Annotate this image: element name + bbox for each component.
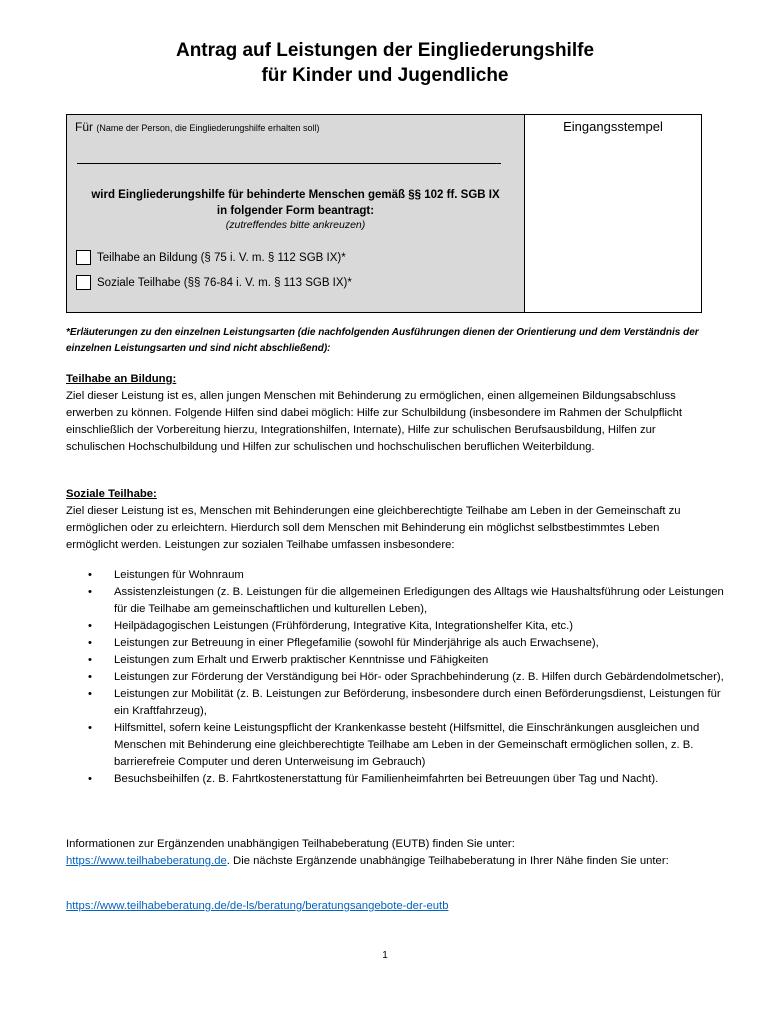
bullet-icon: • <box>88 569 92 581</box>
checkbox-sozial[interactable] <box>76 275 91 290</box>
stamp-panel <box>525 115 701 312</box>
option-sozial-label: Soziale Teilhabe (§§ 76-84 i. V. m. § 113 SGB IX)* <box>97 276 352 289</box>
list-item-text: Leistungen zum Erhalt und Erwerb praktischer Kenntnisse und Fähigkeiten <box>114 654 489 666</box>
bullet-icon: • <box>88 722 92 734</box>
beratungsangebote-link[interactable]: https://www.teilhabeberatung.de/de-ls/beratung/beratungsangebote-der-eutb <box>66 900 449 912</box>
option-bildung-label: Teilhabe an Bildung (§ 75 i. V. m. § 112 SGB IX)* <box>97 251 346 264</box>
option-sozial[interactable] <box>76 275 352 290</box>
fuer-label-text: Für <box>75 120 93 134</box>
list-item-text: Heilpädagogischen Leistungen (Frühförderung, Integrative Kita, Integrationshelfer Kita, etc.) <box>114 620 574 632</box>
list-item-text: Leistungen zur Betreuung in einer Pflegefamilie (sowohl für Minderjährige als auch Erwachsene), <box>114 637 599 649</box>
sozial-list <box>88 567 728 788</box>
list-item <box>88 584 728 618</box>
section-bildung <box>66 371 706 456</box>
list-item-text: Hilfsmittel, sofern keine Leistungspflicht der Krankenkasse besteht (Hilfsmittel, die Einschränkungen ausgleichen und Menschen mit Behinderung eine gleichberechtigte Teilhabe am Leben in der Gemeinschaft ermöglichen sollen, z. B. barrierefreie Computer und deren Unterweisung im Gebrauch) <box>114 722 700 768</box>
title-line-1: Antrag auf Leistungen der Eingliederungshilfe <box>175 40 595 61</box>
document-title <box>0 38 770 88</box>
bullet-icon: • <box>88 620 92 632</box>
bildung-heading: Teilhabe an Bildung: <box>66 373 177 385</box>
page-number: 1 <box>382 950 388 961</box>
list-item-text: Besuchsbeihilfen (z. B. Fahrtkostenerstattung für Familienheimfahrten bei Betreuungen über Tag und Nacht). <box>114 773 659 785</box>
bullet-icon: • <box>88 654 92 666</box>
name-line <box>77 163 501 164</box>
list-item <box>88 652 728 669</box>
sozial-heading: Soziale Teilhabe: <box>66 488 157 500</box>
beratungsangebote-link-row <box>66 900 448 912</box>
eingangsstempel-label: Eingangsstempel <box>563 119 663 134</box>
beantragt-line-1: wird Eingliederungshilfe für behinderte Menschen gemäß §§ 102 ff. SGB IX <box>91 189 500 201</box>
sozial-text: Ziel dieser Leistung ist es, Menschen mit Behinderungen eine gleichberechtigte Teilhabe am Leben in der Gemeinschaft zu ermöglichen oder zu erleichtern. Hierdurch soll dem Menschen mit Behinderung ein möglichst selbstbestimmtes Leben ermöglicht werden. Leistungen zur sozialen Teilhabe umfassen insbesondere: <box>66 505 681 551</box>
list-item <box>88 771 728 788</box>
checkbox-bildung[interactable] <box>76 250 91 265</box>
list-item-text: Leistungen zur Förderung der Verständigung bei Hör- oder Sprachbehinderung (z. B. Hilfen durch Gebärdendolmetscher), <box>114 671 724 683</box>
list-item <box>88 669 728 686</box>
fuer-hint: (Name der Person, die Eingliederungshilfe erhalten soll) <box>96 123 320 133</box>
fuer-label <box>75 120 319 134</box>
title-line-2: für Kinder und Jugendliche <box>261 65 509 86</box>
list-item-text: Leistungen zur Mobilität (z. B. Leistungen zur Beförderung, insbesondere durch einen Beförderungsdienst, Leistungen für ein Kraftfahrzeug), <box>114 688 721 717</box>
option-bildung[interactable] <box>76 250 346 265</box>
teilhabeberatung-link[interactable]: https://www.teilhabeberatung.de <box>66 855 227 867</box>
bullet-icon: • <box>88 773 92 785</box>
list-item <box>88 567 728 584</box>
eutb-info-line2 <box>66 853 726 870</box>
ankreuzen-hint: (zutreffendes bitte ankreuzen) <box>225 219 366 231</box>
beantragt-line-2: in folgender Form beantragt: <box>216 205 375 217</box>
application-form-panel <box>67 115 525 312</box>
list-item <box>88 720 728 771</box>
name-field[interactable] <box>77 143 501 162</box>
bullet-icon: • <box>88 637 92 649</box>
bildung-text: Ziel dieser Leistung ist es, allen jungen Menschen mit Behinderung zu ermöglichen, einen allgemeinen Bildungsabschluss erwerben zu können. Folgende Hilfen sind dabei möglich: Hilfe zur Schulbildung (insbesondere im Rahmen der Schulpflicht einschließlich der Vorbereitung hierzu, Integrationshilfen, Internate), Hilfe zur schulischen Berufsausbildung, Hilfen zur schulischen Hochschulbildung und Hilfen zur schulischen und hochschulischen beruflichen Weiterbildung. <box>66 390 683 453</box>
eutb-info-text: Informationen zur Ergänzenden unabhängigen Teilhabeberatung (EUTB) finden Sie unter: <box>66 838 515 850</box>
bullet-icon: • <box>88 671 92 683</box>
bullet-icon: • <box>88 688 92 700</box>
section-sozial <box>66 486 706 554</box>
list-item-text: Assistenzleistungen (z. B. Leistungen für die allgemeinen Erledigungen des Alltags wie Haushaltsführung oder Leistungen für die Teilhabe am gemeinschaftlichen und kulturellen Leben), <box>114 586 724 615</box>
list-item <box>88 618 728 635</box>
list-item <box>88 635 728 652</box>
list-item-text: Leistungen für Wohnraum <box>114 569 244 581</box>
list-item <box>88 686 728 720</box>
beantragt-text <box>67 187 524 219</box>
bullet-icon: • <box>88 586 92 598</box>
application-form-box <box>66 114 702 313</box>
eutb-info-text-2: . Die nächste Ergänzende unabhängige Teilhabeberatung in Ihrer Nähe finden Sie unter: <box>226 855 669 867</box>
explanation-note: *Erläuterungen zu den einzelnen Leistungsarten (die nachfolgenden Ausführungen dienen der Orientierung und dem Verständnis der einzelnen Leistungsarten und sind nicht abschließend): <box>66 327 699 354</box>
eutb-info <box>66 836 726 870</box>
